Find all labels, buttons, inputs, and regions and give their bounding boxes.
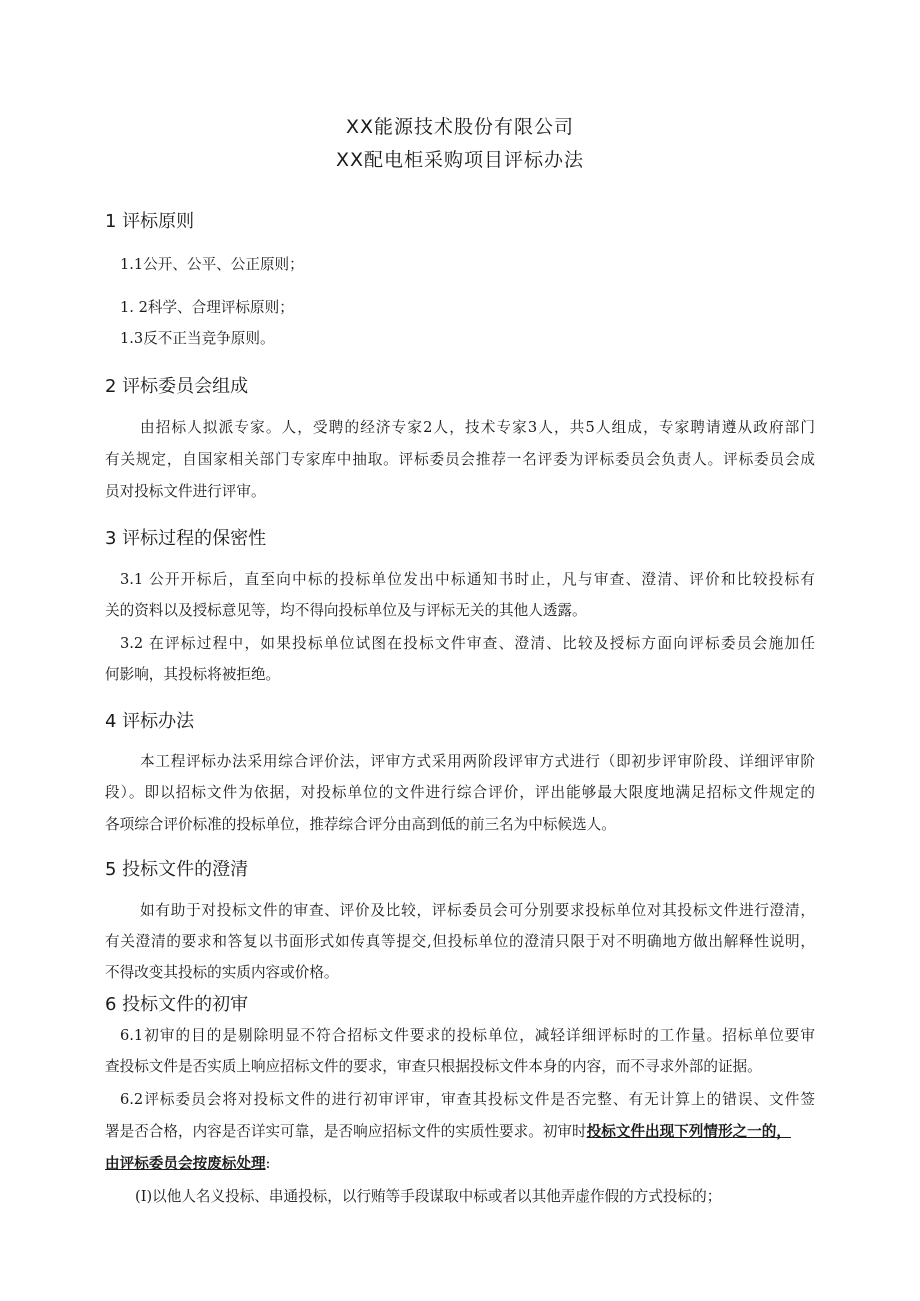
- clause-6-2-line-3: [105, 1154, 270, 1174]
- clause-6-2-line-1: 6.2评标委员会将对投标文件的进行初审评审，审查其投标文件是否完整、有无计算上的错误、文件签: [120, 1091, 815, 1108]
- colon: :: [265, 1155, 271, 1172]
- section-5-line-2: 有关澄清的要求和答复以书面形式如传真等提交,但投标单位的澄清只限于对不明确地方做出解释性说明，: [105, 933, 815, 950]
- clause-3-1-line-2: 关的资料以及授标意见等，均不得向投标单位及与评标无关的其他人透露。: [105, 602, 587, 619]
- clause-3-2-line-2: 何影响，其投标将被拒绝。: [105, 666, 281, 683]
- clause-6-2-line-2: [105, 1122, 791, 1142]
- clause-6-2-text: 署是否合格，内容是否详实可靠，是否响应招标文件的实质性要求。初审时: [105, 1123, 587, 1140]
- clause-1-2: 1. 2科学、合理评标原则；: [120, 299, 294, 316]
- disqualification-clause-emphasis: 投标文件出现下列情形之一的，: [586, 1123, 791, 1140]
- section-5-line-1: 如有助于对投标文件的审查、评价及比较，评标委员会可分别要求投标单位对其投标文件进行澄清，: [140, 902, 815, 919]
- clause-3-1-line-1: 3.1 公开开标后，直至向中标的投标单位发出中标通知书时止，凡与审查、澄清、评价和比较投标有: [120, 571, 815, 588]
- section-1-heading: 1 评标原则: [105, 211, 195, 232]
- clause-6-1-line-2: 查投标文件是否实质上响应招标文件的要求，审查只根据投标文件本身的内容，而不寻求外部的证据。: [105, 1058, 762, 1075]
- company-title: XX能源技术股份有限公司: [345, 116, 575, 138]
- section-4-line-1: 本工程评标办法采用综合评价法，评审方式采用两阶段评审方式进行（即初步评审阶段、详细评审阶: [140, 753, 815, 770]
- disqualification-item-1: (I)以他人名义投标、串通投标，以行贿等手段谋取中标或者以其他弄虚作假的方式投标的；: [135, 1188, 722, 1205]
- section-5-line-3: 不得改变其投标的实质内容或价格。: [105, 964, 339, 981]
- disqualification-rule-emphasis: 由评标委员会按废标处理: [105, 1155, 266, 1172]
- section-2-line-2: 有关规定，自国家相关部门专家库中抽取。评标委员会推荐一名评委为评标委员会负责人。评标委员会成: [105, 451, 815, 468]
- document-title: XX配电柜采购项目评标办法: [335, 149, 585, 171]
- section-4-line-3: 各项综合评价标准的投标单位，推荐综合评分由高到低的前三名为中标候选人。: [105, 816, 616, 833]
- clause-1-1: 1.1公开、公平、公正原则；: [120, 256, 304, 273]
- section-6-heading: 6 投标文件的初审: [105, 994, 249, 1015]
- section-2-heading: 2 评标委员会组成: [105, 376, 249, 397]
- clause-3-2-line-1: 3.2 在评标过程中，如果投标单位试图在投标文件审查、澄清、比较及授标方面向评标委员会施加任: [120, 635, 815, 652]
- clause-6-1-line-1: 6.1初审的目的是剔除明显不符合招标文件要求的投标单位，减轻详细评标时的工作量。招标单位要审: [120, 1027, 815, 1044]
- section-4-heading: 4 评标办法: [105, 711, 195, 732]
- section-5-heading: 5 投标文件的澄清: [105, 859, 249, 880]
- section-4-line-2: 段）。即以招标文件为依据，对投标单位的文件进行综合评价，评出能够最大限度地满足招标文件规定的: [105, 784, 815, 801]
- clause-1-3: 1.3反不正当竞争原则。: [120, 330, 275, 347]
- section-3-heading: 3 评标过程的保密性: [105, 528, 267, 549]
- section-2-line-3: 员对投标文件进行评审。: [105, 483, 266, 500]
- section-2-line-1: 由招标人拟派专家。人，受聘的经济专家2人，技术专家3人，共5人组成，专家聘请遵从政府部门: [140, 419, 815, 436]
